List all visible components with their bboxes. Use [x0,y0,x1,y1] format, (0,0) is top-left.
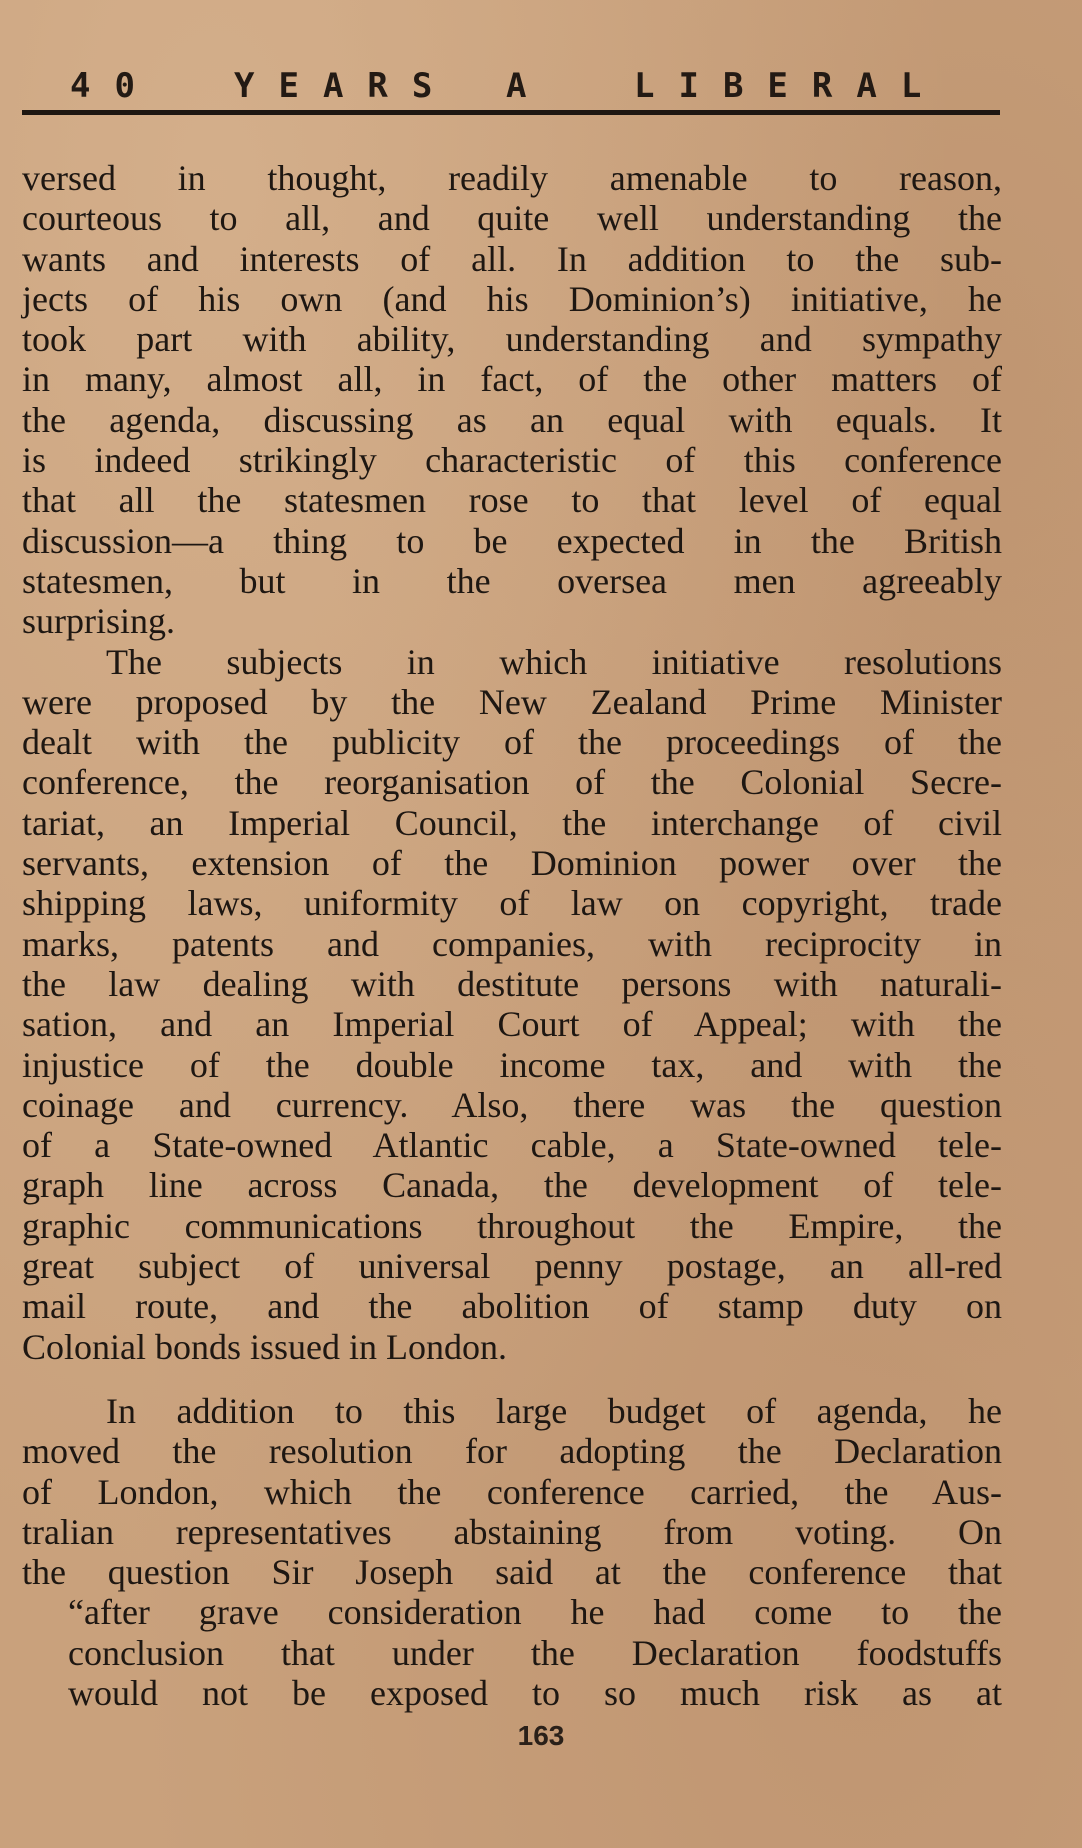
text-line: moved the resolution for adopting the Declaration [22,1431,1002,1472]
text-line: would not be exposed to so much risk as at [68,1672,1002,1713]
text-line: marks, patents and companies, with reciprocity in [22,923,1002,964]
header-rule [22,110,1000,115]
text-line: the question Sir Joseph said at the conference that [22,1552,1002,1593]
text-line: In addition to this large budget of agenda, he [106,1390,1002,1431]
text-line: graphic communications throughout the Empire, the [22,1205,1002,1246]
text-line: coinage and currency. Also, there was the question [22,1084,1002,1125]
text-line: jects of his own (and his Dominion’s) initiative, he [22,278,1002,319]
text-line: Colonial bonds issued in London. [22,1326,507,1367]
text-line: courteous to all, and quite well understanding the [22,198,1002,239]
text-line: is indeed strikingly characteristic of this conference [22,440,1002,481]
text-line: great subject of universal penny postage, an all-red [22,1246,1002,1287]
text-line: versed in thought, readily amenable to reason, [22,158,1002,198]
text-line: injustice of the double income tax, and with the [22,1044,1002,1085]
running-head [22,58,1000,114]
text-line: discussion—a thing to be expected in the British [22,520,1002,561]
page-number: 163 [517,1720,565,1751]
text-line: The subjects in which initiative resolutions [106,641,1002,682]
text-line: surprising. [22,601,175,642]
text-line: servants, extension of the Dominion power over the [22,843,1002,884]
text-line: tariat, an Imperial Council, the interchange of civil [22,802,1002,843]
text-line: of London, which the conference carried, the Aus- [22,1471,1002,1512]
text-line: conclusion that under the Declaration foodstuffs [68,1632,1002,1673]
text-line: took part with ability, understanding and sympathy [22,319,1002,360]
text-line: that all the statesmen rose to that level of equal [22,480,1002,521]
text-line: conference, the reorganisation of the Colonial Secre- [22,762,1002,803]
text-line: dealt with the publicity of the proceedings of the [22,722,1002,763]
text-line: of a State-owned Atlantic cable, a State-owned tele- [22,1125,1002,1166]
text-line: in many, almost all, in fact, of the other matters of [22,359,1002,400]
text-line: wants and interests of all. In addition to the sub- [22,238,1002,279]
text-line: statesmen, but in the oversea men agreeably [22,560,1002,601]
running-head-number: 40 [70,66,159,106]
paragraph-gap [22,1367,1002,1391]
text-line: “after grave consideration he had come to the [68,1592,1002,1633]
running-head-word-a: A [506,66,551,106]
text-line: tralian representatives abstaining from voting. On [22,1511,1002,1552]
text-line: the agenda, discussing as an equal with equals. It [22,399,1002,440]
running-head-word-years: YEARS [234,66,457,106]
text-line: sation, and an Imperial Court of Appeal; with the [22,1004,1002,1045]
body-text [22,158,1002,1713]
text-line: were proposed by the New Zealand Prime Minister [22,681,1002,722]
text-line: shipping laws, uniformity of law on copyright, trade [22,883,1002,924]
text-line: graph line across Canada, the development of tele- [22,1165,1002,1206]
text-line: mail route, and the abolition of stamp duty on [22,1286,1002,1327]
running-head-word-liberal: LIBERAL [634,66,946,106]
text-line: the law dealing with destitute persons with naturali- [22,963,1002,1004]
